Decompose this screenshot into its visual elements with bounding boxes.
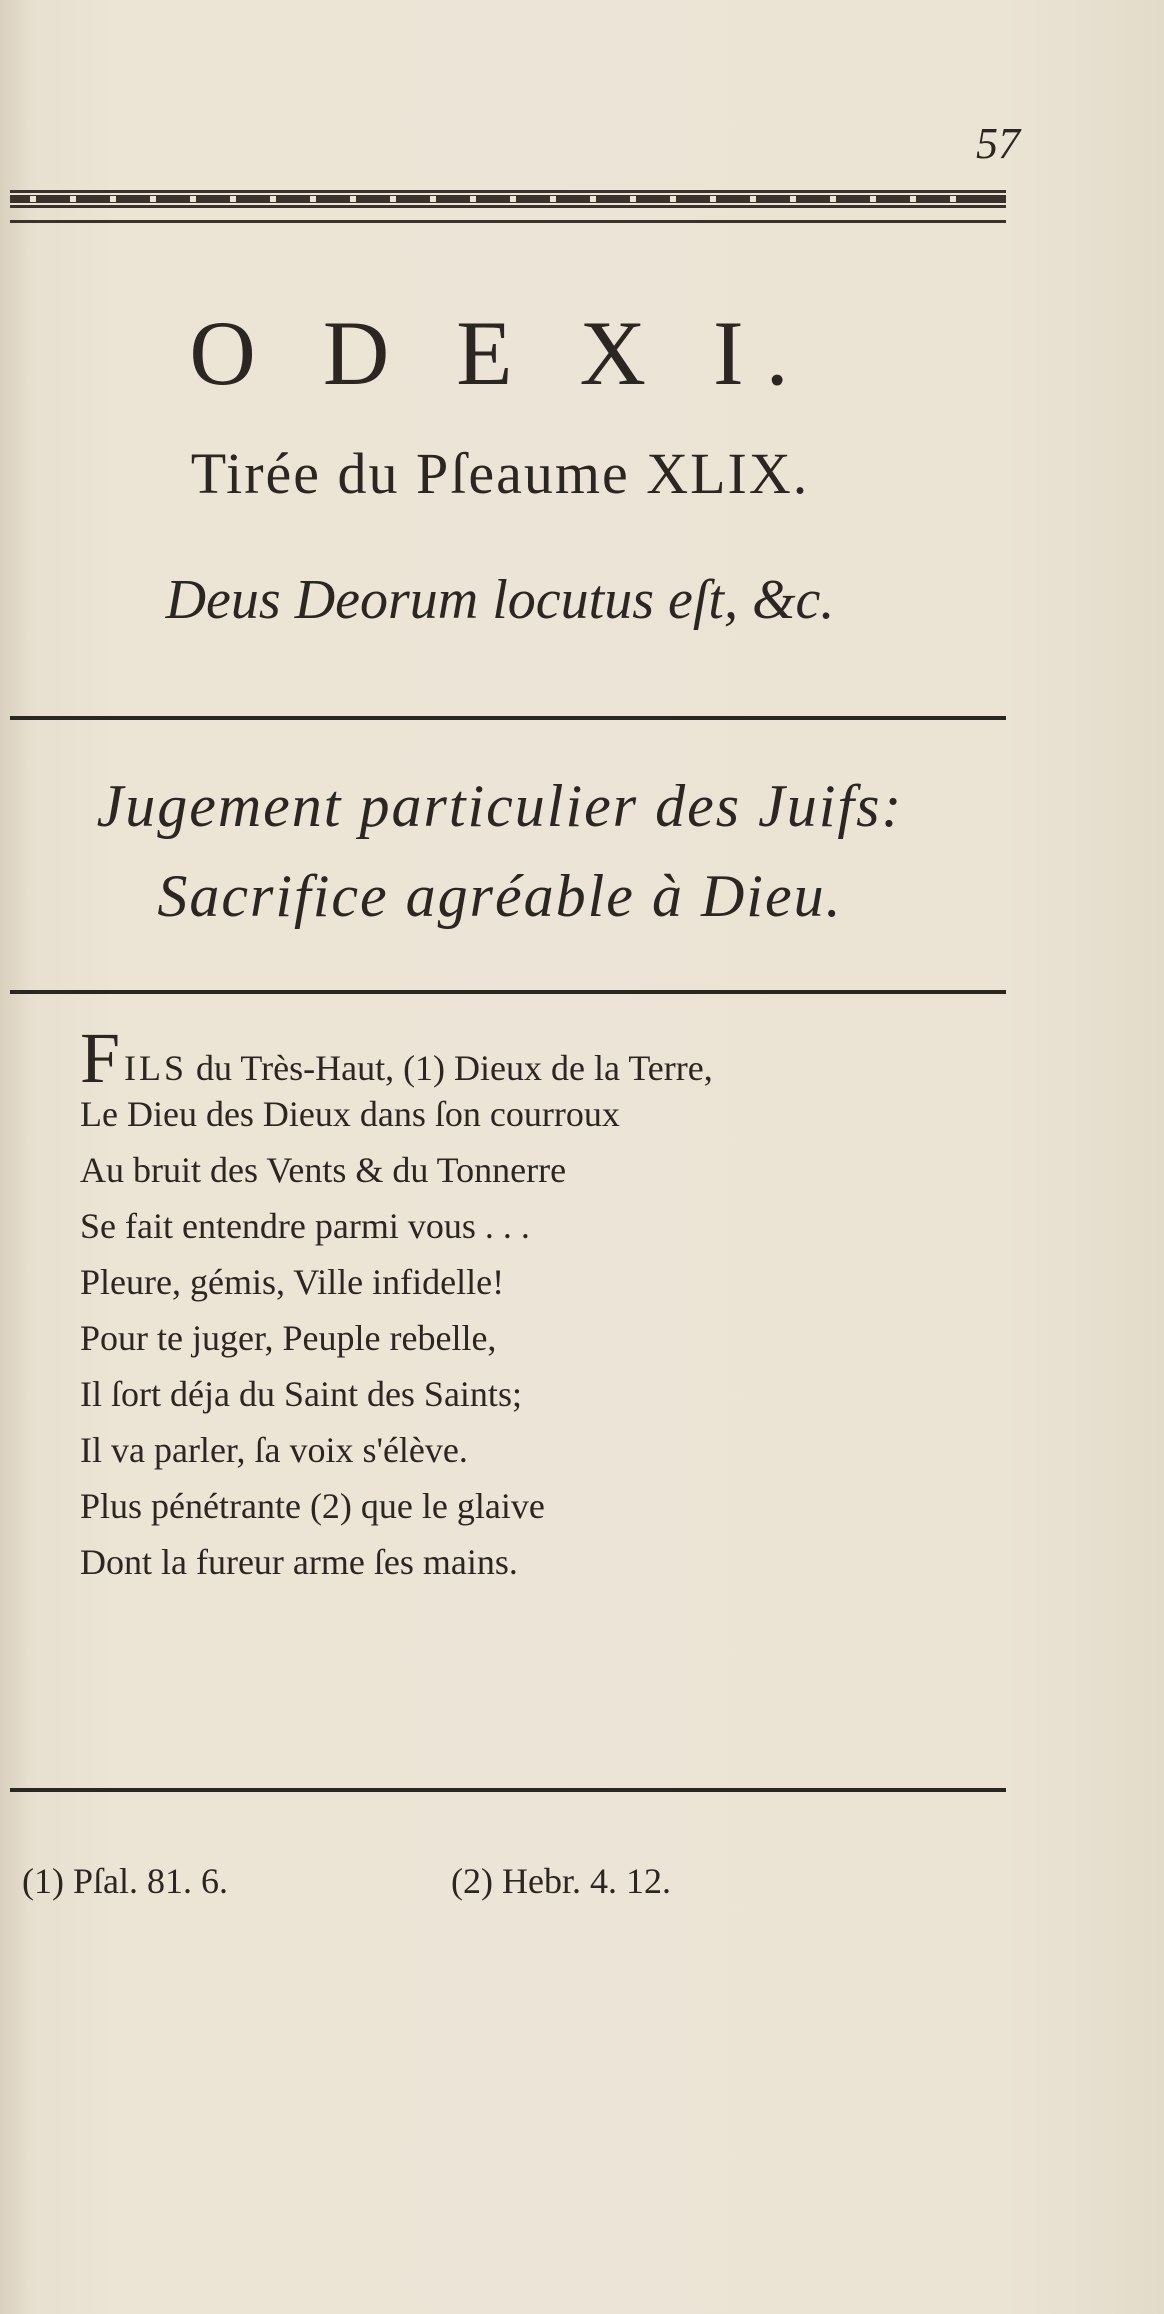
verse-line: Il ſort déja du Saint des Saints; xyxy=(80,1374,522,1414)
verse-line xyxy=(80,1018,1140,1098)
first-line-text: du Très-Haut, (1) Dieux de la Terre, xyxy=(187,1048,713,1088)
footnote-1: (1) Pſal. 81. 6. xyxy=(22,1861,228,1901)
rule-divider xyxy=(10,990,1006,994)
ornamental-header-band xyxy=(10,188,1006,236)
argument-line-2: Sacrifice agréable à Dieu. xyxy=(157,863,843,929)
verse-line: Dont la fureur arme ſes mains. xyxy=(80,1542,518,1582)
verse-line: Pour te juger, Peuple rebelle, xyxy=(80,1318,497,1358)
page-number: 57 xyxy=(976,119,1020,168)
first-word-smallcaps: ILS xyxy=(124,1048,188,1088)
verse-line: Il va parler, ſa voix s'élève. xyxy=(80,1430,468,1470)
footnotes xyxy=(22,1860,1022,1902)
verse-line: Se fait entendre parmi vous . . . xyxy=(80,1206,530,1246)
latin-incipit: Deus Deorum locutus eſt, &c. xyxy=(165,569,835,631)
verse-stanza xyxy=(80,1018,1140,1590)
verse-line: Le Dieu des Dieux dans ſon courroux xyxy=(80,1094,620,1134)
argument-line-1: Jugement particulier des Juifs: xyxy=(96,773,904,839)
footnote-2: (2) Hebr. 4. 12. xyxy=(451,1861,671,1901)
drop-capital: F xyxy=(80,1018,121,1098)
rule-divider xyxy=(10,1788,1006,1792)
ode-subtitle: Tirée du Pſeaume XLIX. xyxy=(190,441,810,506)
verse-line: Pleure, gémis, Ville infidelle! xyxy=(80,1262,505,1302)
verse-line: Au bruit des Vents & du Tonnerre xyxy=(80,1150,567,1190)
verse-line: Plus pénétrante (2) que le glaive xyxy=(80,1486,545,1526)
ode-title: O D E X I. xyxy=(189,302,811,404)
rule-divider xyxy=(10,716,1006,720)
